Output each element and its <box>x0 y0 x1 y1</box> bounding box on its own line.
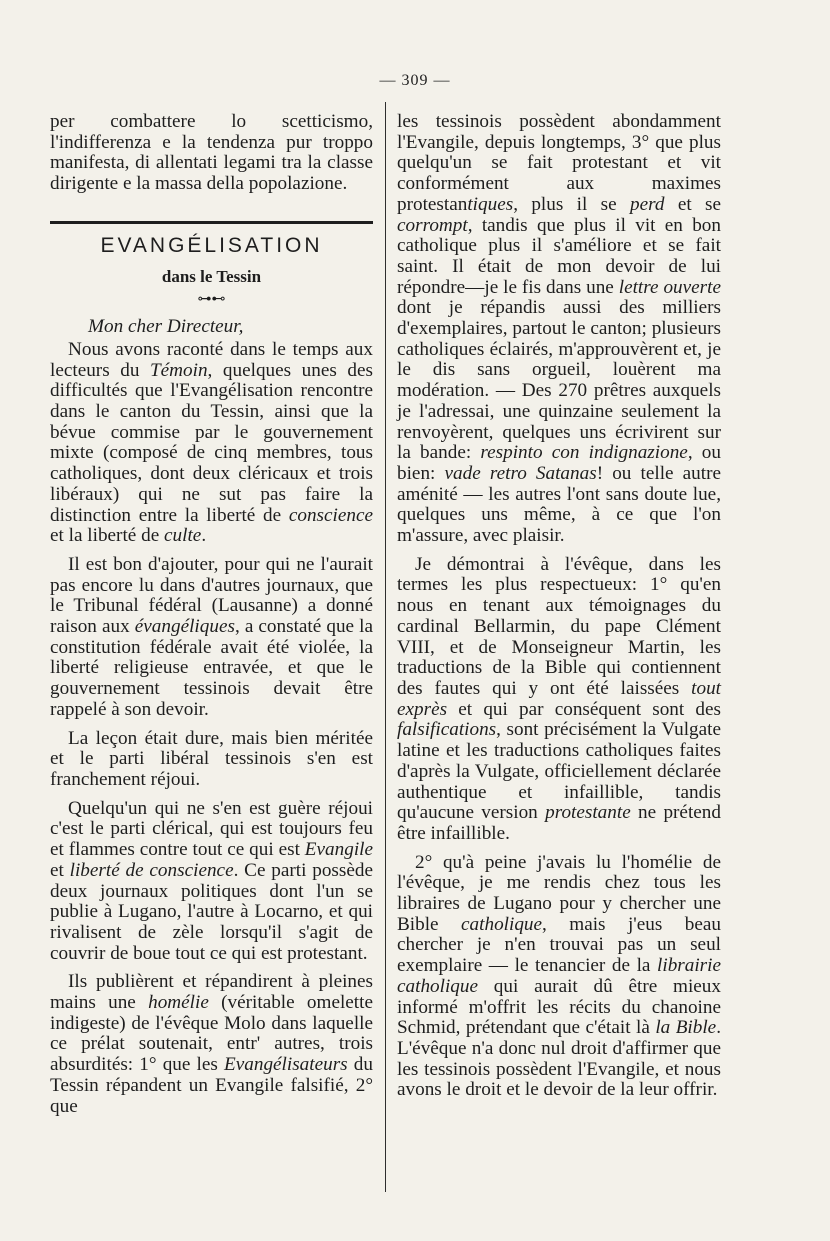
column-divider <box>385 102 386 1192</box>
section-subtitle: dans le Tessin <box>161 266 262 286</box>
right-column <box>397 112 721 1101</box>
paragraph-4: Quelqu'un qui ne s'en est guère réjoui c'est le parti clérical, qui est toujours feu et flammes contre tout ce qui est Evangile et liberté de conscience. Ce parti possède deux journaux politiques dont l'un se publie à Lugano, l'autre à Locarno, et qui rivalisent de zèle lorsqu'il s'agit de couvrir de boue tout ce qui est protestant. <box>50 797 373 964</box>
salutation: Mon cher Directeur, <box>88 316 244 338</box>
section-title: EVANGÉLISATION <box>100 233 323 257</box>
intro-paragraph: per combattere lo scetticismo, l'indifferenza e la tendenza pur troppo manifesta, di allentati legami tra la classe dirigente e la massa della popolazione. <box>50 111 373 195</box>
section-rule <box>50 221 373 224</box>
paragraph-8: 2° qu'à peine j'avais lu l'homélie de l'évêque, je me rendis chez tous les libraires de Lugano pour y chercher une Bible catholique, mais j'eus beau chercher je n'en trouvai pas un seul exemplaire — le tenancier de la librairie catholique qui aurait dû être mieux informé m'offrit les récits du chanoine Schmid, prétendant que c'était là la Bible. L'évêque n'a donc nul droit d'affirmer que les tessinois possèdent l'Evangile, et nous avons le droit et le devoir de la leur offrir. <box>397 851 721 1101</box>
left-column <box>50 112 373 1117</box>
paragraph-5: Ils publièrent et répandirent à pleines mains une homélie (véritable omelette indigeste) de l'évêque Molo dans laquelle ce prélat soutenait, entr' autres, trois absurdités: 1° que les Evangélisateurs du Tessin répandent un Evangile falsifié, 2° que <box>50 971 373 1117</box>
paragraph-7: Je démontrai à l'évêque, dans les termes les plus respectueux: 1° qu'en nous en tenant aux témoignages du cardinal Bellarmin, du pape Clément VIII, et de Monseigneur Martin, les traductions de la Bible qui contiennent des fautes qui y ont été laissées tout exprès et qui par conséquent sont des falsifications, sont précisément la Vulgate latine et les traductions catholiques faites d'après la Vulgate, officiellement déclarée authentique et infaillible, tandis qu'aucune version protestante ne prétend être infaillible. <box>397 553 721 844</box>
paragraph-1: Nous avons raconté dans le temps aux lecteurs du Témoin, quelques unes des difficultés que l'Evangélisation rencontre dans le canton du Tessin, ainsi que la bévue commise par le gouvernement mixte (composé de cinq membres, tous catholiques, dont deux cléricaux et trois libéraux) qui ne sut pas faire la distinction entre la liberté de conscience et la liberté de culte. <box>50 338 373 547</box>
paragraph-6: les tessinois possèdent abondamment l'Evangile, depuis longtemps, 3° que plus quelqu'un se fait protestant et vit conformément aux maximes protestantiques, plus il se perd et se corrompt, tandis que plus il vit en bon catholique plus il s'améliore et se fait saint. Il était de mon devoir de lui répondre—je le fis dans une lettre ouverte dont je répandis aussi des milliers d'exemplaires, partout le canton; plusieurs catholiques éclairés, m'approuvèrent et, je le dis sans orgueil, louèrent ma modération. — Des 270 prêtres auxquels je l'adressai, une quinzaine seulement la renvoyèrent, quelques uns écrivirent sur la bande: respinto con indignazione, ou bien: vade retro Satanas! ou telle autre aménité — les autres l'ont sans doute lue, quelques uns même, à ce que l'on m'assure, avec plaisir. <box>397 111 722 547</box>
paragraph-2: Il est bon d'ajouter, pour qui ne l'aurait pas encore lu dans d'autres journaux, que le Tribunal fédéral (Lausanne) a donné raison aux évangéliques, a constaté que la constitution fédérale avait été violée, la liberté religieuse entravée, et que le gouvernement tessinois devait être rappelé à son devoir. <box>50 553 373 720</box>
page-number: — 309 — <box>379 72 451 89</box>
paragraph-3: La leçon était dure, mais bien méritée et le parti libéral tessinois s'en est franchement réjoui. <box>50 727 373 790</box>
ornament-icon: ⊶⊷ <box>197 292 226 308</box>
